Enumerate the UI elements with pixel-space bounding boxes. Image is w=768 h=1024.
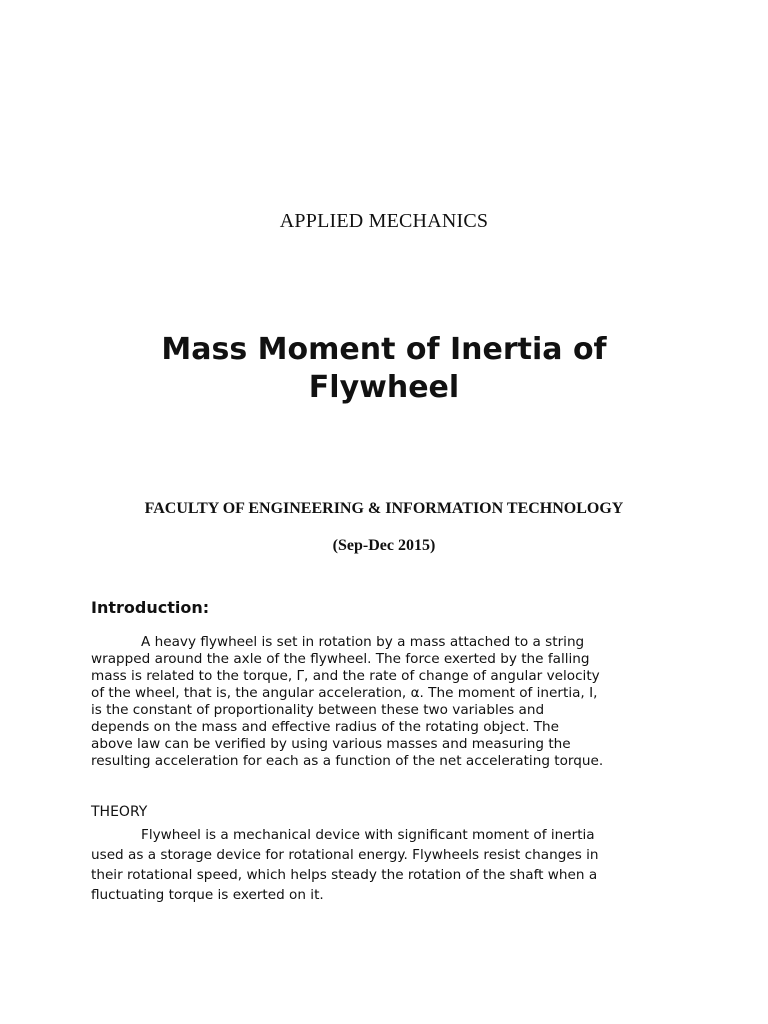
theory-line: used as a storage device for rotational energy. Flywheels resist changes in	[91, 847, 599, 863]
introduction-line: depends on the mass and effective radius of the rotating object. The	[91, 719, 560, 735]
introduction-line: A heavy flywheel is set in rotation by a mass attached to a string	[141, 634, 585, 650]
introduction-heading: Introduction:	[91, 598, 210, 617]
theory-line: Flywheel is a mechanical device with significant moment of inertia	[141, 827, 595, 843]
introduction-line: above law can be verified by using various masses and measuring the	[91, 736, 571, 752]
introduction-paragraph	[91, 634, 683, 770]
introduction-line: is the constant of proportionality between these two variables and	[91, 702, 545, 718]
session-dates: (Sep-Dec 2015)	[332, 537, 436, 554]
introduction-line: mass is related to the torque, Γ, and the rate of change of angular velocity	[91, 668, 600, 684]
document-title-line-2: Flywheel	[308, 370, 460, 405]
theory-heading: THEORY	[91, 804, 148, 820]
introduction-line: of the wheel, that is, the angular acceleration, α. The moment of inertia, I,	[91, 685, 598, 701]
theory-line: fluctuating torque is exerted on it.	[91, 887, 324, 903]
document-title-line-1: Mass Moment of Inertia of	[161, 332, 607, 367]
faculty-name: FACULTY OF ENGINEERING & INFORMATION TECHNOLOGY	[144, 500, 624, 517]
course-title: APPLIED MECHANICS	[279, 210, 489, 232]
theory-paragraph	[91, 825, 683, 905]
theory-line: their rotational speed, which helps steady the rotation of the shaft when a	[91, 867, 598, 883]
document-title	[0, 331, 768, 407]
introduction-line: wrapped around the axle of the flywheel. The force exerted by the falling	[91, 651, 590, 667]
introduction-line: resulting acceleration for each as a function of the net accelerating torque.	[91, 753, 604, 769]
